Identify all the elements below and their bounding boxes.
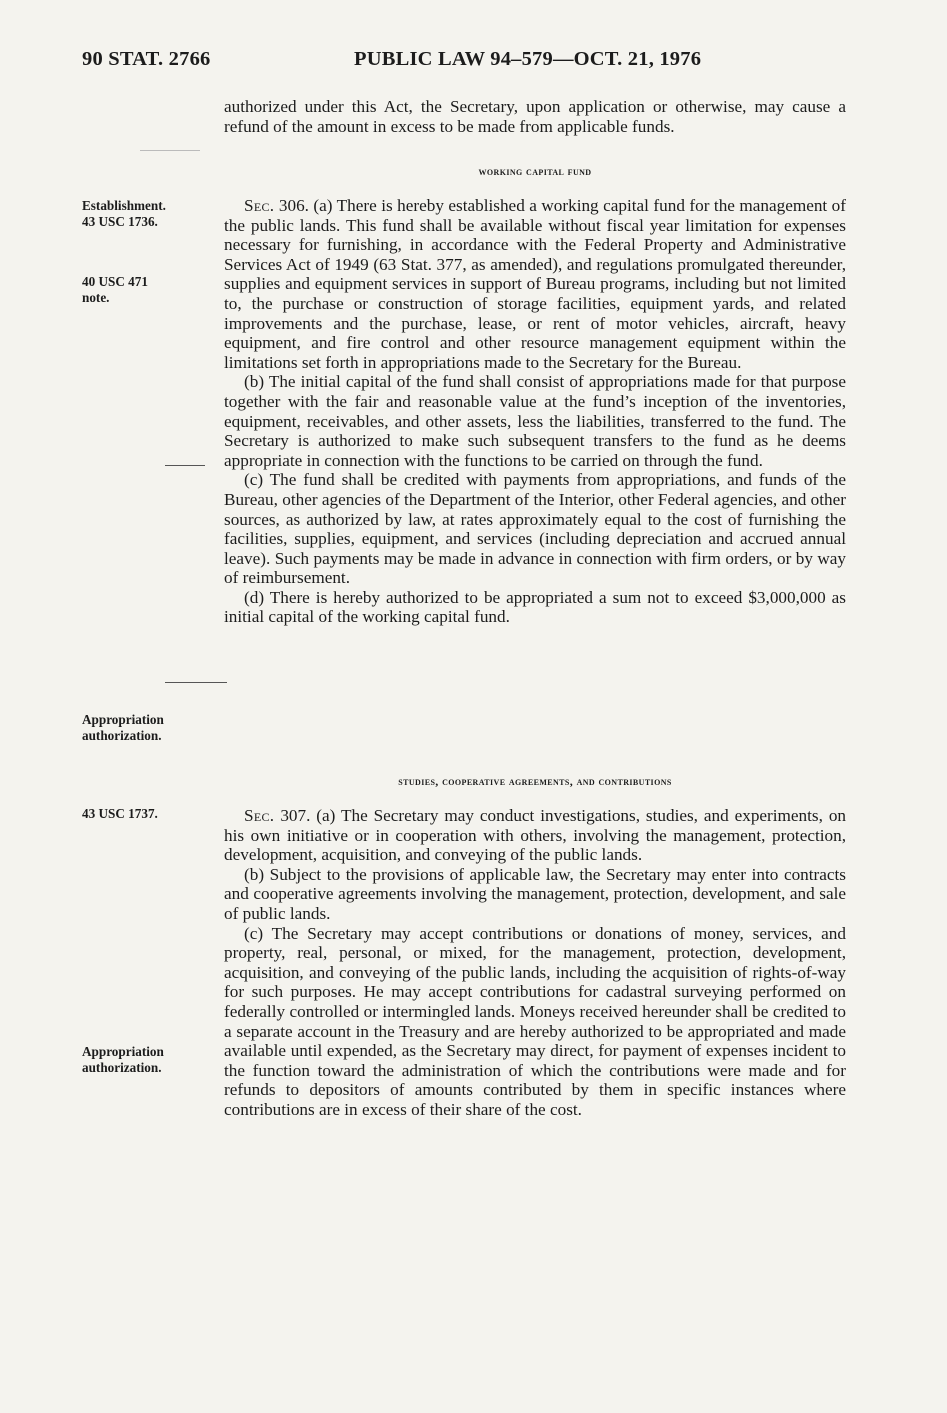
- statute-reference: 90 STAT. 2766: [82, 48, 211, 70]
- sec307-a: Sec. 307. (a) The Secretary may conduct investigations, studies, and experiments, on his own initiative or in cooperation with others, involving the management, protection, development, acquisition, and conveying of the public lands.: [224, 806, 847, 865]
- sec306-b: (b) The initial capital of the fund shall consist of appropriations made for that purpose together with the fair and reasonable value at the fund’s inception of the inventories, equipment, receivables, and other assets, less the liabilities, transferred to the fund. The Secretary is authorized to make such subsequent transfers to the fund as he deems appropriate in connection with the functions to be carried on through the fund.: [224, 372, 846, 470]
- heading-working-capital-fund: working capital fund: [478, 164, 592, 178]
- margin-note-40-usc-471: 40 USC 471 note.: [82, 274, 148, 305]
- heading-studies-agreements: studies, cooperative agreements, and contributions: [398, 774, 672, 788]
- margin-note-43-usc-1737: 43 USC 1737.: [82, 806, 158, 821]
- sec-label: Sec.: [244, 196, 275, 215]
- page-header: [82, 48, 857, 80]
- law-title: PUBLIC LAW 94–579—OCT. 21, 1976: [354, 48, 702, 70]
- sec306-d: (d) There is hereby authorized to be appropriated a sum not to exceed $3,000,000 as initial capital of the working capital fund.: [224, 587, 846, 627]
- margin-rule: [165, 682, 227, 683]
- margin-rule: [165, 465, 205, 466]
- margin-note-appropriation-2: Appropriation authorization.: [82, 1044, 164, 1075]
- sec306-c: (c) The fund shall be credited with payments from appropriations, and funds of the Bureau, other agencies of the Department of the Interior, other Federal agencies, and other sources, as authorized by law, at rates approximately equal to the cost of furnishing the facilities, supplies, equipment, and services (including depreciation and accrued annual leave). Such payments may be made in advance in connection with firm orders, or by way of reimbursement.: [224, 470, 846, 588]
- sec307-c: (c) The Secretary may accept contributions or donations of money, services, and property, real, personal, or mixed, for the management, protection, development, acquisition, and conveying of the public lands, including the acquisition of rights-of-way for such purposes. He may accept contributions for cadastral surveying performed on federally controlled or intermingled lands. Moneys received hereunder shall be credited to a separate account in the Treasury and are hereby authorized to be appropriated and made available until expended, as the Secretary may direct, for payment of expenses incident to the function toward the administration of which the contributions were made and for refunds to depositors of amounts contributed by them in specific instances where contributions are in excess of their share of the cost.: [224, 923, 846, 1119]
- continuation-paragraph: authorized under this Act, the Secretary, upon application or otherwise, may cause a refund of the amount in excess to be made from applicable funds.: [224, 97, 846, 136]
- section-307: [224, 806, 846, 1120]
- margin-note-establishment: Establishment. 43 USC 1736.: [82, 198, 166, 229]
- margin-note-appropriation-1: Appropriation authorization.: [82, 712, 164, 743]
- margin-rule: [140, 150, 200, 151]
- sec-label: Sec.: [244, 806, 275, 825]
- sec306-a: Sec. 306. (a) There is hereby established a working capital fund for the management of the public lands. This fund shall be available without fiscal year limitation for expenses necessary for furnishing, in accordance with the Federal Property and Administrative Services Act of 1949 (63 Stat. 377, as amended), and regulations promulgated thereunder, supplies and equipment services in support of Bureau programs, including but not limited to, the purchase or construction of storage facilities, equipment yards, and related improvements and the purchase, lease, or rent of motor vehicles, aircraft, heavy equipment, and fire control and other resource management equipment within the limitations set forth in appropriations made to the Secretary for the Bureau.: [224, 196, 847, 372]
- continuation-block: [224, 97, 846, 136]
- section-306: [224, 196, 846, 627]
- sec307-b: (b) Subject to the provisions of applicable law, the Secretary may enter into contracts and cooperative agreements involving the management, protection, development, and sale of public lands.: [224, 864, 846, 923]
